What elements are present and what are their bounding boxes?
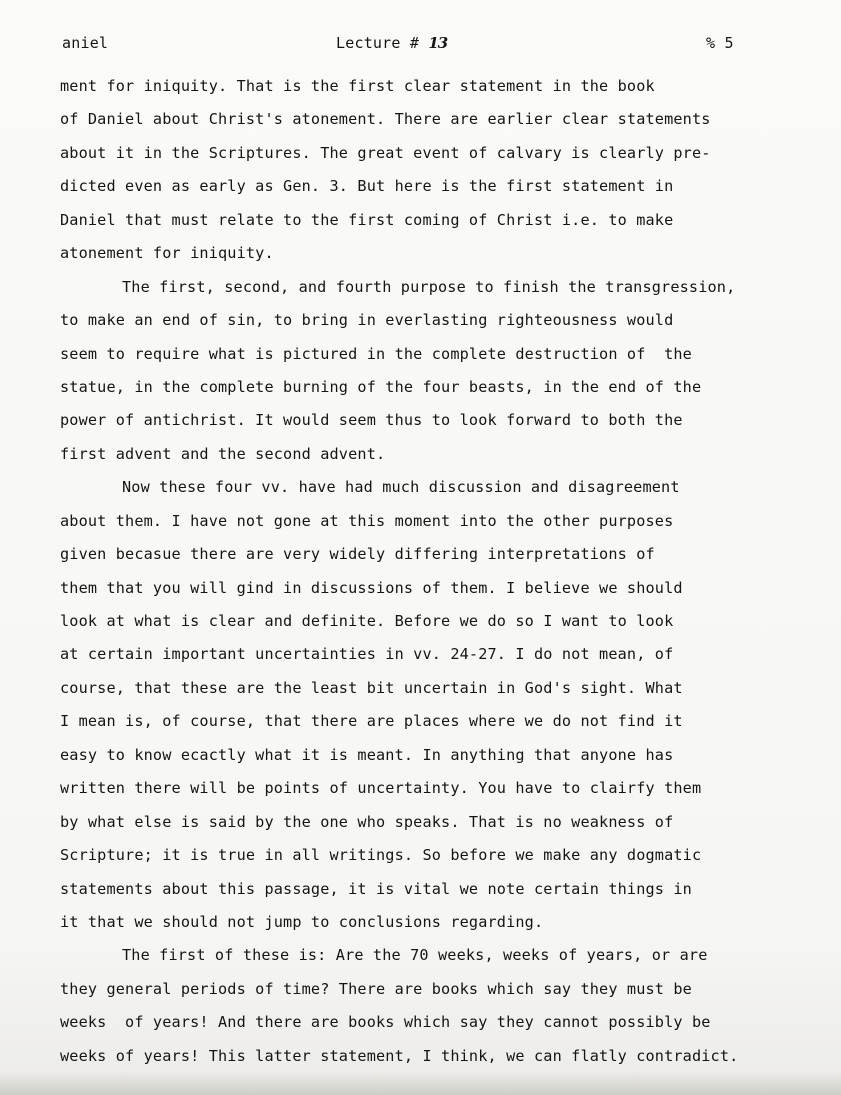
paragraph-start-line: The first of these is: Are the 70 weeks, weeks of years, or are <box>122 946 708 965</box>
text-line: given becasue there are very widely differing interpretations of <box>60 545 655 564</box>
lecture-label: Lecture # <box>336 34 420 52</box>
page-header <box>0 34 841 58</box>
header-page-number: % 5 <box>706 34 734 52</box>
text-line: course, that these are the least bit uncertain in God's sight. What <box>60 678 683 697</box>
lecture-body <box>60 70 830 1073</box>
text-line: dicted even as early as Gen. 3. But here is the first statement in <box>60 177 674 196</box>
text-line: easy to know ecactly what it is meant. In anything that anyone has <box>60 745 674 764</box>
text-line: they general periods of time? There are books which say they must be <box>60 979 692 998</box>
text-line: I mean is, of course, that there are places where we do not find it <box>60 712 683 731</box>
paragraph-start-line: The first, second, and fourth purpose to finish the transgression, <box>122 277 736 296</box>
text-line: by what else is said by the one who speaks. That is no weakness of <box>60 812 674 831</box>
handwritten-lecture-mark: 13 <box>428 34 448 52</box>
text-line: to make an end of sin, to bring in everlasting righteousness would <box>60 311 674 330</box>
text-line: seem to require what is pictured in the complete destruction of the <box>60 344 692 363</box>
text-line: look at what is clear and definite. Before we do so I want to look <box>60 612 674 630</box>
text-line: written there will be points of uncertainty. You have to clairfy them <box>60 779 702 798</box>
text-line: weeks of years! This latter statement, I think, we can flatly contradict. <box>60 1046 739 1065</box>
text-line: about them. I have not gone at this moment into the other purposes <box>60 511 674 530</box>
text-line: it that we should not jump to conclusions regarding. <box>60 912 544 931</box>
text-line: first advent and the second advent. <box>60 444 386 463</box>
text-line: them that you will gind in discussions of them. I believe we should <box>60 578 683 597</box>
text-line: statue, in the complete burning of the four beasts, in the end of the <box>60 377 702 396</box>
text-line: at certain important uncertainties in vv. 24-27. I do not mean, of <box>60 645 674 664</box>
text-line: ment for iniquity. That is the first clear statement in the book <box>60 77 655 95</box>
paragraph-start-line: Now these four vv. have had much discussion and disagreement <box>122 478 680 497</box>
scan-edge-shadow <box>0 1071 841 1095</box>
text-line: Scripture; it is true in all writings. So before we make any dogmatic <box>60 846 702 865</box>
text-line: weeks of years! And there are books which say they cannot possibly be <box>60 1013 711 1032</box>
text-line: about it in the Scriptures. The great event of calvary is clearly pre- <box>60 143 711 162</box>
header-book-title: aniel <box>62 34 109 52</box>
text-line: statements about this passage, it is vital we note certain things in <box>60 879 692 898</box>
text-line: atonement for iniquity. <box>60 244 274 263</box>
header-lecture-number <box>336 34 447 52</box>
text-line: Daniel that must relate to the first coming of Christ i.e. to make <box>60 210 674 229</box>
text-line: power of antichrist. It would seem thus to look forward to both the <box>60 411 683 430</box>
text-line: of Daniel about Christ's atonement. There are earlier clear statements <box>60 110 711 129</box>
